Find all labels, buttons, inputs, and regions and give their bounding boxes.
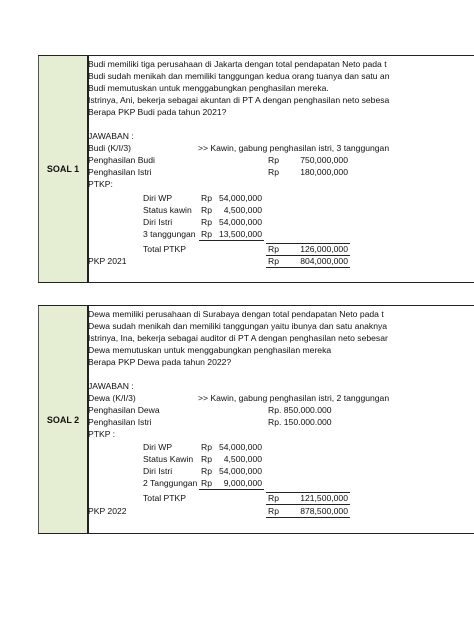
soal-2-ptkp-cur: Rp (201, 478, 212, 488)
soal-2-income-amount: Rp. 150.000.000 (268, 417, 332, 427)
soal-1-ptkp-cur: Rp (201, 229, 212, 239)
soal-2-ptkp-sum-line (199, 489, 264, 490)
soal-1-ptkp-item: Diri WP (143, 193, 173, 203)
soal-1-status-desc: >> Kawin, gabung penghasilan istri, 3 tanggungan (198, 143, 390, 153)
soal-1-ptkp-amount: 13,500,000 (218, 229, 262, 239)
soal-1-ptkp-cur: Rp (201, 217, 212, 227)
soal-1-ptkp-cur: Rp (201, 205, 212, 215)
soal-2-ptkp-item: Diri Istri (143, 466, 173, 476)
soal-2-ptkp-amount: 4,500,000 (223, 454, 262, 464)
soal-2-income-amount: Rp. 850.000.000 (268, 405, 332, 415)
soal-1-pkp-label: PKP 2021 (88, 256, 127, 266)
soal-1-ptkp-item: 3 tanggungan (143, 229, 196, 239)
soal-1-story-line: Budi memutuskan untuk menggabungkan penghasilan mereka. (88, 83, 329, 93)
soal-2-ptkp-amount: 9,000,000 (223, 478, 262, 488)
soal-2-total-cur: Rp (268, 493, 279, 503)
soal-1-status-label: Budi (K/I/3) (88, 143, 131, 153)
soal-2-ptkp-amount: 54,000,000 (218, 466, 262, 476)
soal-2-block (38, 305, 474, 534)
soal-1-ptkp-label: PTKP: (88, 179, 113, 189)
soal-2-income-label: Penghasilan Istri (88, 417, 152, 427)
soal-2-ptkp-item: Diri WP (143, 442, 173, 452)
soal-1-pkp-underline (266, 267, 350, 268)
soal-1-story-line: Budi sudah menikah dan memiliki tanggungan kedua orang tuanya dan satu an (88, 71, 390, 81)
soal-1-ptkp-amount: 54,000,000 (218, 193, 262, 203)
soal-1-total-cur: Rp (268, 244, 279, 254)
soal-1-income-amount: 180,000,000 (300, 167, 348, 177)
soal-2-story-line: Istrinya, Ina, bekerja sebagai auditor di PT A dengan penghasilan neto sebesar (88, 333, 388, 343)
soal-1-pkp-cur: Rp (268, 256, 279, 266)
soal-2-story-line: Berapa PKP Dewa pada tahun 2022? (88, 357, 232, 367)
soal-1-content (88, 56, 474, 282)
soal-1-jawaban: JAWABAN : (88, 131, 134, 141)
soal-1-ptkp-item: Diri Istri (143, 217, 173, 227)
soal-1-block (38, 55, 474, 283)
soal-2-ptkp-amount: 54,000,000 (218, 442, 262, 452)
soal-1-label: SOAL 1 (38, 56, 89, 282)
soal-2-story-line: Dewa memutuskan untuk menggabungkan penghasilan mereka (88, 345, 332, 355)
soal-2-income-label: Penghasilan Dewa (88, 405, 160, 415)
soal-2-ptkp-label: PTKP : (88, 429, 116, 439)
soal-1-total-label: Total PTKP (143, 244, 186, 254)
soal-2-jawaban: JAWABAN : (88, 381, 134, 391)
soal-2-ptkp-cur: Rp (201, 466, 212, 476)
soal-1-total-amount: 126,000,000 (300, 244, 348, 254)
soal-1-ptkp-amount: 4,500,000 (223, 205, 262, 215)
soal-1-story-line: Berapa PKP Budi pada tahun 2021? (88, 107, 227, 117)
soal-2-status-label: Dewa (K/I/3) (88, 393, 136, 403)
soal-2-total-amount: 121,500,000 (300, 493, 348, 503)
soal-2-pkp-amount: 878,500,000 (300, 506, 348, 516)
soal-2-pkp-cur: Rp (268, 506, 279, 516)
soal-1-income-label: Penghasilan Budi (88, 155, 155, 165)
soal-2-story-line: Dewa sudah menikah dan memiliki tanggungan yaitu ibunya dan satu anaknya (88, 321, 388, 331)
soal-1-income-cur: Rp (268, 167, 279, 177)
soal-2-pkp-underline (266, 517, 350, 518)
soal-2-pkp-label: PKP 2022 (88, 506, 127, 516)
soal-2-total-bottom-line (266, 504, 350, 505)
soal-2-label: SOAL 2 (38, 306, 89, 533)
soal-1-ptkp-item: Status kawin (143, 205, 192, 215)
soal-1-pkp-amount: 804,000,000 (300, 256, 348, 266)
soal-1-story-line: Budi memiliki tiga perusahaan di Jakarta dengan total pendapatan Neto pada t (88, 59, 387, 69)
soal-1-income-cur: Rp (268, 155, 279, 165)
soal-2-ptkp-item: Status Kawin (143, 454, 194, 464)
soal-2-total-label: Total PTKP (143, 493, 186, 503)
soal-1-income-amount: 750,000,000 (300, 155, 348, 165)
soal-2-status-desc: >> Kawin, gabung penghasilan istri, 2 tanggungan (198, 393, 390, 403)
soal-2-story-line: Dewa memiliki perusahaan di Surabaya dengan total pendapatan Neto pada t (88, 309, 384, 319)
soal-2-content (88, 306, 474, 533)
soal-1-ptkp-sum-line (199, 240, 264, 241)
soal-1-ptkp-amount: 54,000,000 (218, 217, 262, 227)
soal-1-ptkp-cur: Rp (201, 193, 212, 203)
soal-1-income-label: Penghasilan Istri (88, 167, 152, 177)
soal-1-story-line: Istrinya, Ani, bekerja sebagai akuntan di PT A dengan penghasilan neto sebesa (88, 95, 390, 105)
soal-2-ptkp-item: 2 Tanggungan (143, 478, 198, 488)
soal-2-ptkp-cur: Rp (201, 454, 212, 464)
soal-2-ptkp-cur: Rp (201, 442, 212, 452)
